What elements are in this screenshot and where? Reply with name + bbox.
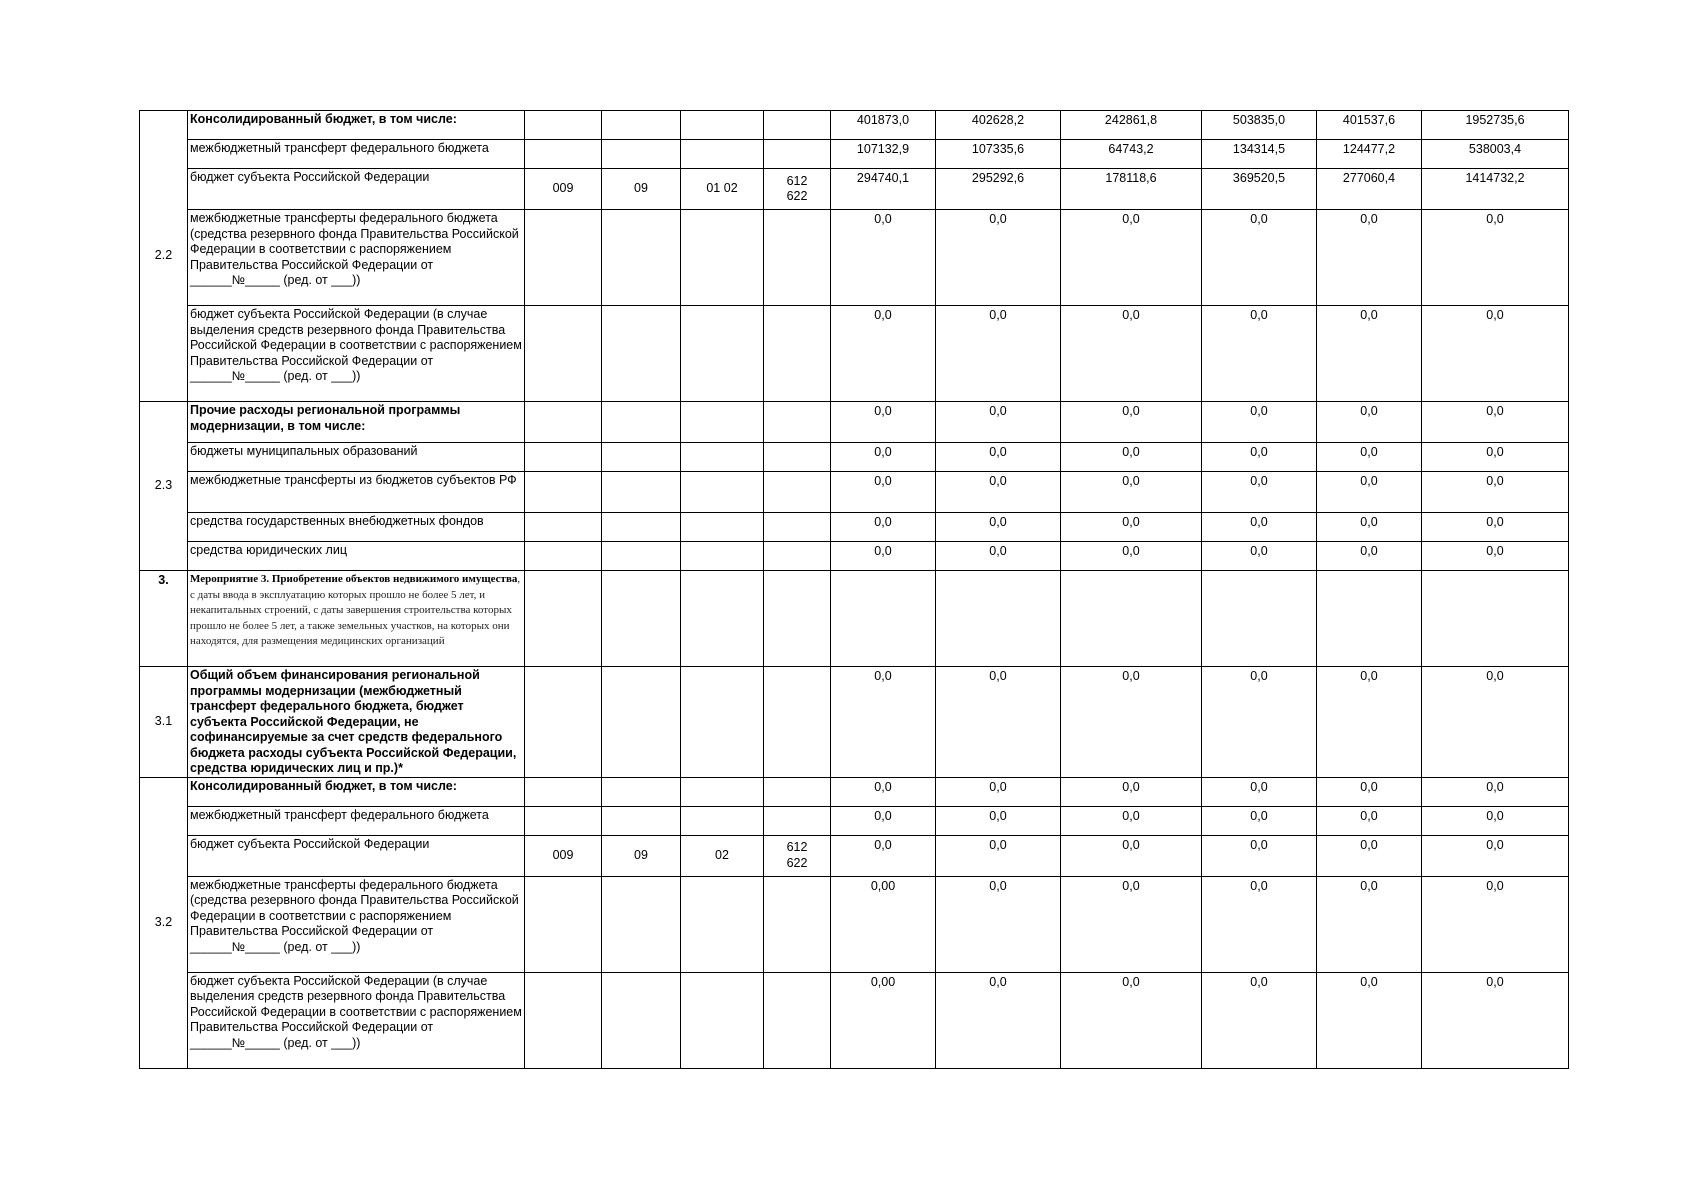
- code-cell: [525, 542, 602, 571]
- value-cell: 0,0: [1422, 210, 1569, 306]
- value-cell: [1061, 571, 1202, 667]
- value-cell: 1952735,6: [1422, 111, 1569, 140]
- table-row: [140, 306, 1569, 402]
- table-row: [140, 472, 1569, 513]
- row-index: 2.3: [140, 402, 188, 571]
- code-cell: [602, 472, 681, 513]
- value-cell: 0,0: [936, 542, 1061, 571]
- value-cell: 0,0: [1422, 443, 1569, 472]
- code-cell: [681, 210, 764, 306]
- code-cell: [602, 542, 681, 571]
- value-cell: 0,0: [936, 513, 1061, 542]
- value-cell: 0,0: [1317, 876, 1422, 972]
- row-label: межбюджетные трансферты федерального бюджета (средства резервного фонда Правительства Российской Федерации в соответствии с распоряжением Правительства Российской Федерации от ______№_____ (ред. от ___)): [188, 210, 525, 306]
- code-cell: 009: [525, 835, 602, 876]
- code-cell: [525, 210, 602, 306]
- row-label: межбюджетный трансферт федерального бюджета: [188, 140, 525, 169]
- code-cell: [764, 111, 831, 140]
- value-cell: 0,0: [1061, 472, 1202, 513]
- value-cell: 0,0: [1202, 667, 1317, 778]
- budget-table: [139, 110, 1569, 1069]
- row-index: 2.2: [140, 111, 188, 402]
- value-cell: 0,0: [831, 306, 936, 402]
- value-cell: [1317, 571, 1422, 667]
- table-row: [140, 777, 1569, 806]
- code-cell: [525, 140, 602, 169]
- value-cell: 0,0: [1061, 972, 1202, 1068]
- code-cell: [764, 140, 831, 169]
- row-label: межбюджетные трансферты федерального бюджета (средства резервного фонда Правительства Российской Федерации в соответствии с распоряжением Правительства Российской Федерации от ______№_____ (ред. от ___)): [188, 876, 525, 972]
- value-cell: 0,0: [831, 667, 936, 778]
- value-cell: 0,0: [1061, 806, 1202, 835]
- code-cell: [525, 472, 602, 513]
- value-cell: 0,0: [1317, 472, 1422, 513]
- value-cell: [936, 571, 1061, 667]
- code-cell: [525, 806, 602, 835]
- kvr-code: 622: [786, 189, 808, 203]
- value-cell: 0,0: [1317, 777, 1422, 806]
- value-cell: 295292,6: [936, 169, 1061, 210]
- value-cell: 0,0: [1202, 472, 1317, 513]
- value-cell: [1202, 571, 1317, 667]
- code-cell: [602, 777, 681, 806]
- row-label: Консолидированный бюджет, в том числе:: [188, 777, 525, 806]
- code-cell: [764, 972, 831, 1068]
- code-cell: [764, 210, 831, 306]
- value-cell: 0,0: [1317, 443, 1422, 472]
- code-cell: [602, 876, 681, 972]
- code-cell: [525, 402, 602, 443]
- table-row: [140, 513, 1569, 542]
- code-cell: [681, 111, 764, 140]
- row-label: бюджет субъекта Российской Федерации: [188, 169, 525, 210]
- code-cell: [681, 443, 764, 472]
- code-cell: [525, 306, 602, 402]
- table-row: [140, 876, 1569, 972]
- value-cell: 64743,2: [1061, 140, 1202, 169]
- value-cell: 0,0: [1202, 210, 1317, 306]
- value-cell: 0,0: [1422, 542, 1569, 571]
- row-label: бюджет субъекта Российской Федерации: [188, 835, 525, 876]
- value-cell: 0,0: [1317, 542, 1422, 571]
- code-cell: [602, 402, 681, 443]
- code-cell: [602, 513, 681, 542]
- value-cell: 0,0: [1061, 210, 1202, 306]
- value-cell: 0,0: [1422, 777, 1569, 806]
- code-cell: [525, 876, 602, 972]
- value-cell: 0,0: [1422, 472, 1569, 513]
- code-cell: [681, 306, 764, 402]
- value-cell: 0,0: [1061, 667, 1202, 778]
- value-cell: 0,0: [1422, 667, 1569, 778]
- value-cell: 0,0: [1061, 542, 1202, 571]
- code-cell: [764, 402, 831, 443]
- code-cell: [681, 571, 764, 667]
- value-cell: 0,0: [1422, 306, 1569, 402]
- value-cell: 0,0: [1061, 443, 1202, 472]
- table-row: [140, 210, 1569, 306]
- value-cell: 0,0: [936, 972, 1061, 1068]
- code-cell: 09: [602, 835, 681, 876]
- row-label: бюджеты муниципальных образований: [188, 443, 525, 472]
- value-cell: 294740,1: [831, 169, 936, 210]
- value-cell: 401873,0: [831, 111, 936, 140]
- code-cell: [602, 111, 681, 140]
- value-cell: 0,0: [1317, 513, 1422, 542]
- value-cell: 402628,2: [936, 111, 1061, 140]
- value-cell: 0,0: [1202, 876, 1317, 972]
- table-row: [140, 571, 1569, 667]
- code-cell: [602, 571, 681, 667]
- value-cell: 0,0: [1317, 402, 1422, 443]
- code-cell: [681, 402, 764, 443]
- code-cell: 01 02: [681, 169, 764, 210]
- row-label: Консолидированный бюджет, в том числе:: [188, 111, 525, 140]
- code-cell: [525, 571, 602, 667]
- row-label: межбюджетные трансферты из бюджетов субъектов РФ: [188, 472, 525, 513]
- value-cell: 0,0: [1202, 777, 1317, 806]
- value-cell: 134314,5: [1202, 140, 1317, 169]
- code-cell: [764, 667, 831, 778]
- row-label-rest: , с даты ввода в эксплуатацию которых прошло не более 5 лет, и некапитальных строений, с даты завершения строительства которых прошло не более 5 лет, а также земельных участков, на которых они находятся, для размещения медицинских организаций: [190, 573, 521, 647]
- value-cell: 0,0: [831, 443, 936, 472]
- table-row: [140, 972, 1569, 1068]
- value-cell: 0,0: [1317, 306, 1422, 402]
- code-cell: [764, 169, 831, 210]
- code-cell: [764, 443, 831, 472]
- code-cell: [525, 667, 602, 778]
- value-cell: 0,00: [831, 972, 936, 1068]
- value-cell: 0,0: [1202, 513, 1317, 542]
- kvr-code: 612: [786, 840, 808, 854]
- value-cell: 0,0: [936, 806, 1061, 835]
- value-cell: 0,0: [936, 835, 1061, 876]
- code-cell: [602, 443, 681, 472]
- value-cell: 0,0: [831, 513, 936, 542]
- code-cell: [681, 513, 764, 542]
- value-cell: 0,0: [1202, 835, 1317, 876]
- row-index: 3.: [140, 571, 188, 667]
- code-cell: [525, 443, 602, 472]
- code-cell: [681, 542, 764, 571]
- table-row: [140, 111, 1569, 140]
- code-cell: [602, 972, 681, 1068]
- code-cell: 009: [525, 169, 602, 210]
- value-cell: 0,0: [831, 835, 936, 876]
- row-label: межбюджетный трансферт федерального бюджета: [188, 806, 525, 835]
- value-cell: 0,0: [1061, 876, 1202, 972]
- value-cell: 0,0: [1202, 306, 1317, 402]
- code-cell: [525, 777, 602, 806]
- code-cell: [764, 306, 831, 402]
- table-row: [140, 169, 1569, 210]
- value-cell: 178118,6: [1061, 169, 1202, 210]
- code-cell: [525, 111, 602, 140]
- value-cell: 0,0: [1317, 972, 1422, 1068]
- value-cell: 0,0: [936, 306, 1061, 402]
- value-cell: 0,0: [936, 667, 1061, 778]
- code-cell: [681, 667, 764, 778]
- code-cell: [525, 513, 602, 542]
- row-label: средства юридических лиц: [188, 542, 525, 571]
- code-cell: [602, 306, 681, 402]
- value-cell: 0,0: [1422, 835, 1569, 876]
- code-cell: [764, 835, 831, 876]
- value-cell: 0,0: [1202, 402, 1317, 443]
- kvr-code: 622: [786, 855, 808, 870]
- value-cell: 0,0: [1317, 806, 1422, 835]
- value-cell: 124477,2: [1317, 140, 1422, 169]
- code-cell: 02: [681, 835, 764, 876]
- row-label: [188, 571, 525, 667]
- table-row: [140, 835, 1569, 876]
- value-cell: 401537,6: [1317, 111, 1422, 140]
- table-row: [140, 140, 1569, 169]
- value-cell: 0,0: [1061, 835, 1202, 876]
- table-row: [140, 542, 1569, 571]
- value-cell: 277060,4: [1317, 169, 1422, 210]
- value-cell: 0,0: [1317, 210, 1422, 306]
- value-cell: 0,0: [936, 876, 1061, 972]
- code-cell: [602, 210, 681, 306]
- value-cell: 0,0: [1422, 876, 1569, 972]
- value-cell: 0,0: [936, 443, 1061, 472]
- code-cell: [602, 667, 681, 778]
- row-label: средства государственных внебюджетных фондов: [188, 513, 525, 542]
- code-cell: [764, 806, 831, 835]
- value-cell: 503835,0: [1202, 111, 1317, 140]
- value-cell: 0,0: [1202, 542, 1317, 571]
- value-cell: 0,0: [1422, 972, 1569, 1068]
- code-cell: [681, 806, 764, 835]
- code-cell: [681, 777, 764, 806]
- code-cell: [525, 972, 602, 1068]
- value-cell: 0,0: [936, 777, 1061, 806]
- row-label: бюджет субъекта Российской Федерации (в случае выделения средств резервного фонда Правительства Российской Федерации в соответствии с распоряжением Правительства Российской Федерации от ______№_____ (ред. от ___)): [188, 972, 525, 1068]
- value-cell: 0,0: [1202, 806, 1317, 835]
- value-cell: 0,0: [831, 777, 936, 806]
- value-cell: 242861,8: [1061, 111, 1202, 140]
- value-cell: 0,0: [1061, 513, 1202, 542]
- row-index: 3.1: [140, 667, 188, 778]
- code-cell: [764, 472, 831, 513]
- value-cell: 0,0: [1422, 402, 1569, 443]
- value-cell: 0,0: [831, 210, 936, 306]
- code-cell: [764, 777, 831, 806]
- value-cell: 369520,5: [1202, 169, 1317, 210]
- value-cell: 0,0: [831, 542, 936, 571]
- value-cell: 0,0: [1061, 306, 1202, 402]
- value-cell: 0,0: [1061, 402, 1202, 443]
- value-cell: 0,0: [1317, 667, 1422, 778]
- table-row: [140, 667, 1569, 778]
- code-cell: [602, 806, 681, 835]
- code-cell: [764, 513, 831, 542]
- row-label: бюджет субъекта Российской Федерации (в случае выделения средств резервного фонда Правительства Российской Федерации в соответствии с распоряжением Правительства Российской Федерации от ______№_____ (ред. от ___)): [188, 306, 525, 402]
- table-row: [140, 443, 1569, 472]
- code-cell: [764, 876, 831, 972]
- row-label-bold: Мероприятие 3. Приобретение объектов недвижимого имущества: [190, 573, 518, 585]
- value-cell: 0,0: [1202, 972, 1317, 1068]
- value-cell: [1422, 571, 1569, 667]
- value-cell: 1414732,2: [1422, 169, 1569, 210]
- value-cell: 0,0: [1422, 513, 1569, 542]
- row-index: 3.2: [140, 777, 188, 1068]
- code-cell: [681, 140, 764, 169]
- value-cell: 0,0: [1422, 806, 1569, 835]
- code-cell: 09: [602, 169, 681, 210]
- value-cell: [831, 571, 936, 667]
- value-cell: 538003,4: [1422, 140, 1569, 169]
- value-cell: 0,0: [936, 402, 1061, 443]
- code-cell: [764, 571, 831, 667]
- row-label: Общий объем финансирования региональной программы модернизации (межбюджетный трансферт федерального бюджета, бюджет субъекта Российской Федерации, не софинансируемые за счет средств федерального бюджета расходы субъекта Российской Федерации, средства юридических лиц и пр.)*: [188, 667, 525, 778]
- table-row: [140, 402, 1569, 443]
- code-cell: [681, 972, 764, 1068]
- value-cell: 0,00: [831, 876, 936, 972]
- value-cell: 0,0: [936, 210, 1061, 306]
- table-row: [140, 806, 1569, 835]
- code-cell: [764, 542, 831, 571]
- value-cell: 0,0: [831, 402, 936, 443]
- kvr-code: 612: [786, 173, 808, 188]
- value-cell: 0,0: [831, 806, 936, 835]
- row-label: Прочие расходы региональной программы модернизации, в том числе:: [188, 402, 525, 443]
- value-cell: 0,0: [1202, 443, 1317, 472]
- value-cell: 0,0: [831, 472, 936, 513]
- value-cell: 107335,6: [936, 140, 1061, 169]
- code-cell: [681, 472, 764, 513]
- value-cell: 0,0: [1061, 777, 1202, 806]
- value-cell: 107132,9: [831, 140, 936, 169]
- value-cell: 0,0: [936, 472, 1061, 513]
- value-cell: 0,0: [1317, 835, 1422, 876]
- code-cell: [602, 140, 681, 169]
- code-cell: [681, 876, 764, 972]
